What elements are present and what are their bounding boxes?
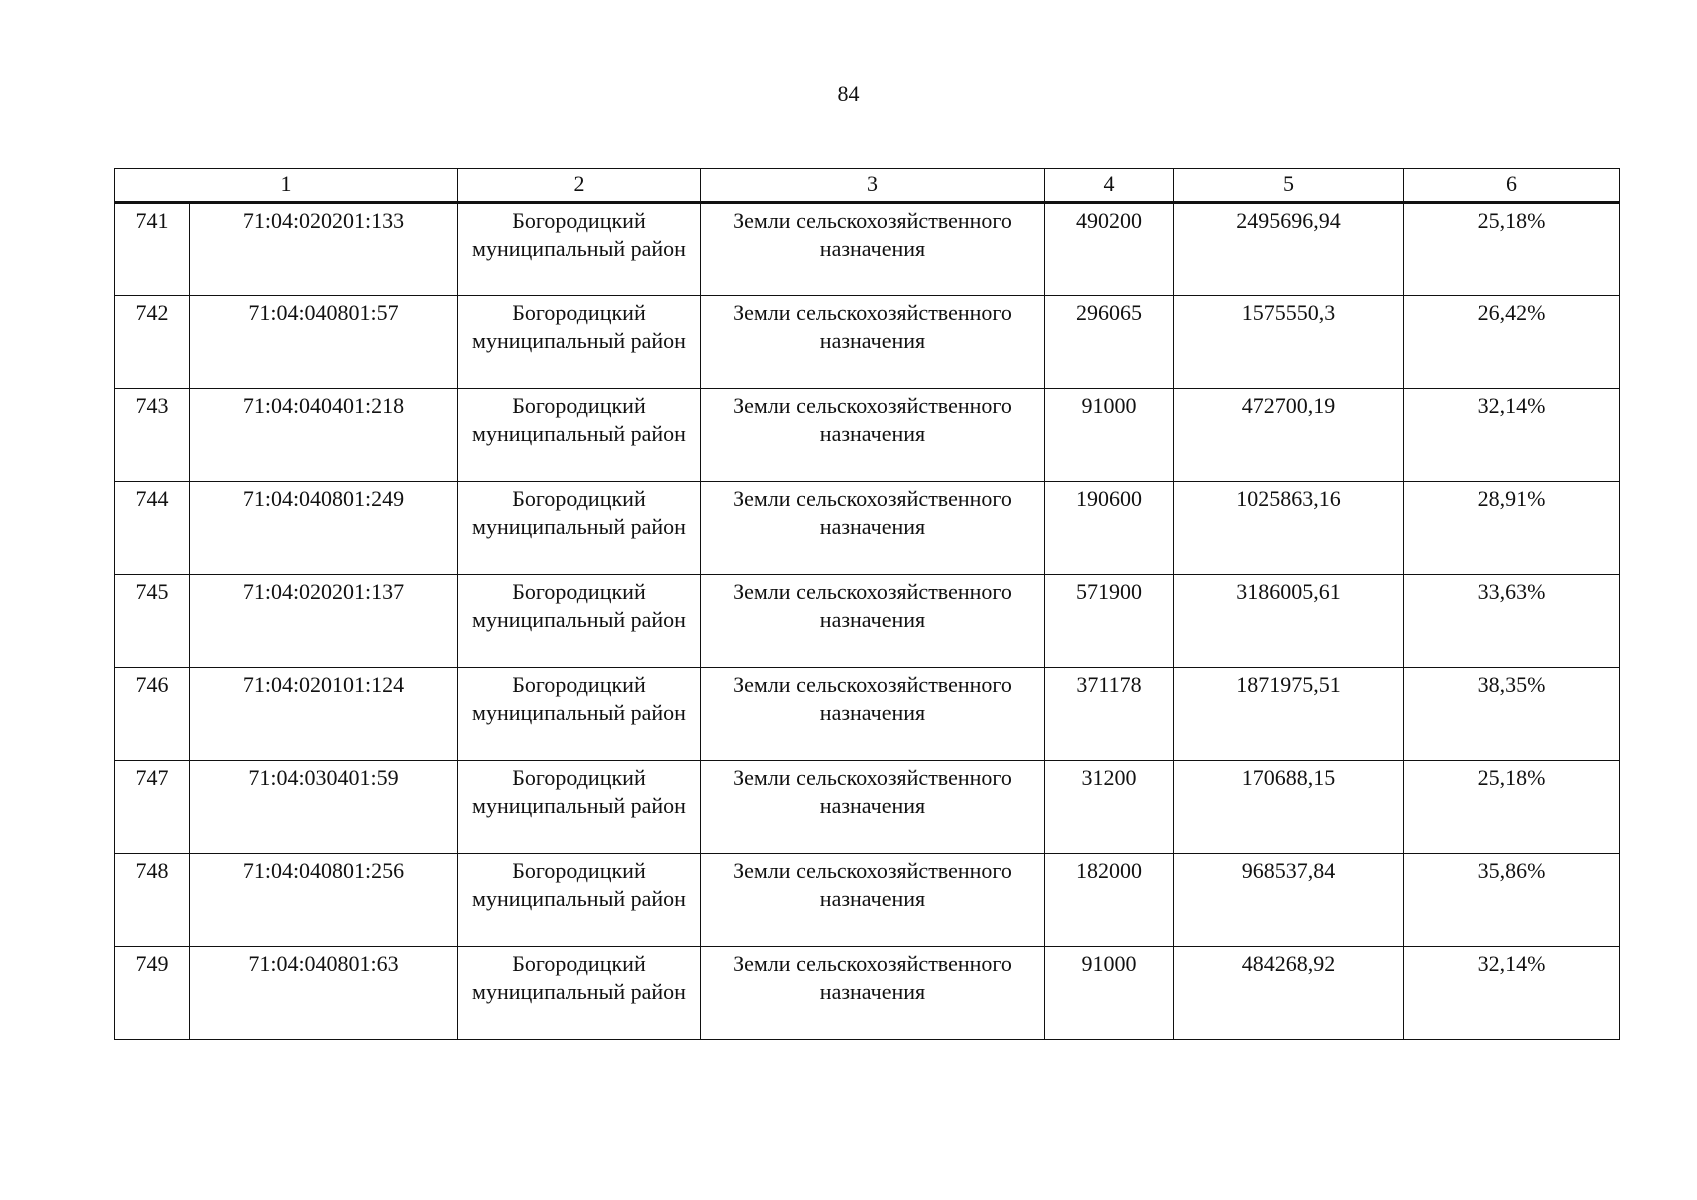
- table-row: [115, 947, 1620, 1040]
- percent-cell: 25,18%: [1404, 203, 1620, 296]
- row-number: 742: [115, 296, 190, 389]
- value-cell: 3186005,61: [1174, 575, 1404, 668]
- district-cell: Богородицкий муниципальный район: [458, 947, 701, 1040]
- land-category-cell: Земли сельскохозяйственного назначения: [701, 575, 1045, 668]
- value-cell: 472700,19: [1174, 389, 1404, 482]
- area-cell: 182000: [1045, 854, 1174, 947]
- table-row: [115, 389, 1620, 482]
- row-number: 748: [115, 854, 190, 947]
- cadastral-number: 71:04:040801:249: [190, 482, 458, 575]
- row-number: 745: [115, 575, 190, 668]
- land-register-table: [114, 168, 1620, 1040]
- percent-cell: 33,63%: [1404, 575, 1620, 668]
- land-category-cell: Земли сельскохозяйственного назначения: [701, 482, 1045, 575]
- cadastral-number: 71:04:030401:59: [190, 761, 458, 854]
- percent-cell: 28,91%: [1404, 482, 1620, 575]
- district-cell: Богородицкий муниципальный район: [458, 761, 701, 854]
- district-cell: Богородицкий муниципальный район: [458, 668, 701, 761]
- row-number: 746: [115, 668, 190, 761]
- column-header-6: 6: [1404, 169, 1620, 203]
- table-row: [115, 854, 1620, 947]
- percent-cell: 25,18%: [1404, 761, 1620, 854]
- land-category-cell: Земли сельскохозяйственного назначения: [701, 854, 1045, 947]
- area-cell: 91000: [1045, 389, 1174, 482]
- value-cell: 2495696,94: [1174, 203, 1404, 296]
- table-row: [115, 575, 1620, 668]
- district-cell: Богородицкий муниципальный район: [458, 203, 701, 296]
- value-cell: 484268,92: [1174, 947, 1404, 1040]
- area-cell: 371178: [1045, 668, 1174, 761]
- area-cell: 296065: [1045, 296, 1174, 389]
- area-cell: 91000: [1045, 947, 1174, 1040]
- column-header-1: 1: [115, 169, 458, 203]
- district-cell: Богородицкий муниципальный район: [458, 575, 701, 668]
- row-number: 741: [115, 203, 190, 296]
- land-category-cell: Земли сельскохозяйственного назначения: [701, 947, 1045, 1040]
- percent-cell: 32,14%: [1404, 947, 1620, 1040]
- cadastral-number: 71:04:040801:57: [190, 296, 458, 389]
- column-header-5: 5: [1174, 169, 1404, 203]
- percent-cell: 38,35%: [1404, 668, 1620, 761]
- column-header-4: 4: [1045, 169, 1174, 203]
- table-row: [115, 203, 1620, 296]
- land-category-cell: Земли сельскохозяйственного назначения: [701, 389, 1045, 482]
- district-cell: Богородицкий муниципальный район: [458, 854, 701, 947]
- district-cell: Богородицкий муниципальный район: [458, 482, 701, 575]
- value-cell: 1025863,16: [1174, 482, 1404, 575]
- cadastral-number: 71:04:020201:133: [190, 203, 458, 296]
- cadastral-number: 71:04:040801:63: [190, 947, 458, 1040]
- cadastral-number: 71:04:020101:124: [190, 668, 458, 761]
- area-cell: 490200: [1045, 203, 1174, 296]
- value-cell: 170688,15: [1174, 761, 1404, 854]
- row-number: 749: [115, 947, 190, 1040]
- land-category-cell: Земли сельскохозяйственного назначения: [701, 761, 1045, 854]
- percent-cell: 26,42%: [1404, 296, 1620, 389]
- cadastral-number: 71:04:040801:256: [190, 854, 458, 947]
- table-row: [115, 668, 1620, 761]
- table-row: [115, 482, 1620, 575]
- area-cell: 190600: [1045, 482, 1174, 575]
- cadastral-number: 71:04:040401:218: [190, 389, 458, 482]
- table-header-row: [115, 169, 1620, 203]
- value-cell: 1575550,3: [1174, 296, 1404, 389]
- percent-cell: 32,14%: [1404, 389, 1620, 482]
- row-number: 744: [115, 482, 190, 575]
- column-header-2: 2: [458, 169, 701, 203]
- column-header-3: 3: [701, 169, 1045, 203]
- table-row: [115, 761, 1620, 854]
- land-category-cell: Земли сельскохозяйственного назначения: [701, 203, 1045, 296]
- cadastral-number: 71:04:020201:137: [190, 575, 458, 668]
- area-cell: 31200: [1045, 761, 1174, 854]
- row-number: 743: [115, 389, 190, 482]
- table-row: [115, 296, 1620, 389]
- area-cell: 571900: [1045, 575, 1174, 668]
- land-category-cell: Земли сельскохозяйственного назначения: [701, 668, 1045, 761]
- row-number: 747: [115, 761, 190, 854]
- district-cell: Богородицкий муниципальный район: [458, 389, 701, 482]
- district-cell: Богородицкий муниципальный район: [458, 296, 701, 389]
- value-cell: 1871975,51: [1174, 668, 1404, 761]
- page-number: 84: [837, 81, 860, 106]
- land-category-cell: Земли сельскохозяйственного назначения: [701, 296, 1045, 389]
- percent-cell: 35,86%: [1404, 854, 1620, 947]
- value-cell: 968537,84: [1174, 854, 1404, 947]
